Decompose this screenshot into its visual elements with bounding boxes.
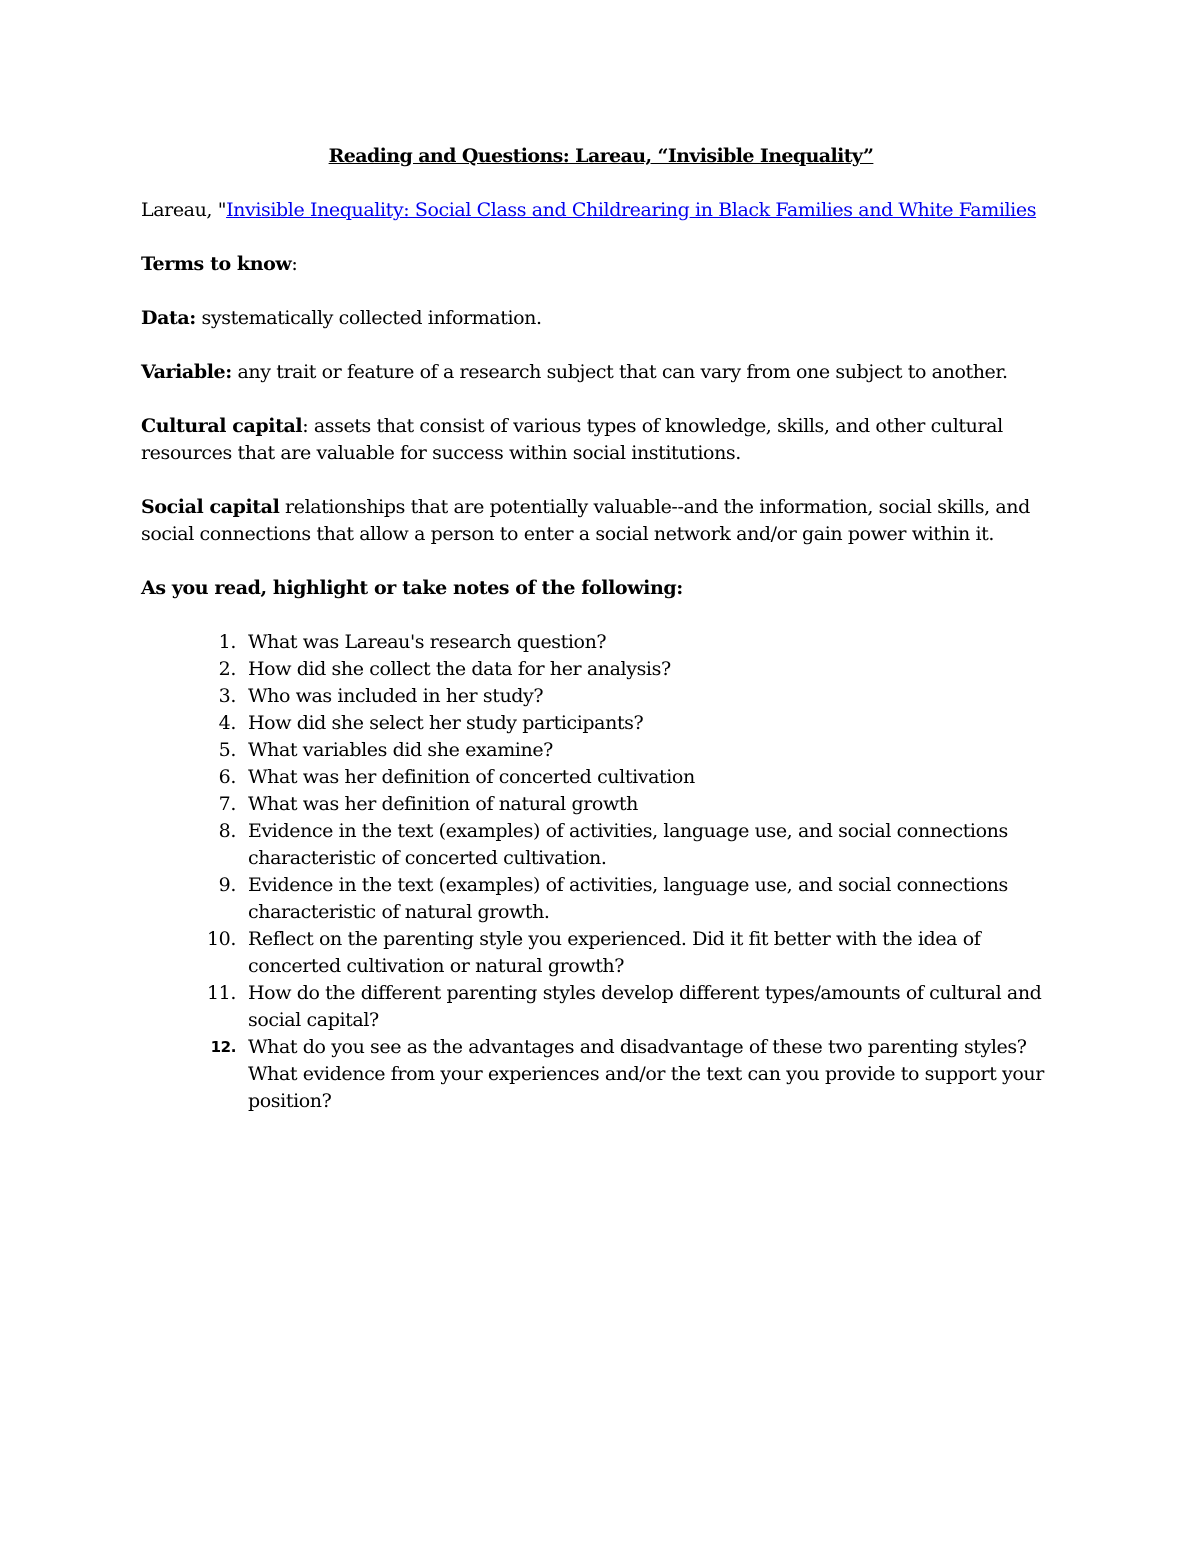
list-item [141,764,1061,791]
list-number: 6. [218,766,236,788]
term-label: Cultural capital [141,415,303,437]
term-variable [141,359,1061,386]
list-number: 1. [218,631,236,653]
list-item [141,872,1061,926]
list-number: 7. [218,793,236,815]
list-item [141,710,1061,737]
question-text: What was Lareau's research question? [248,631,607,653]
question-text: What variables did she examine? [248,739,553,761]
question-text: How do the different parenting styles develop different types/amounts of cultural and social capital? [248,982,1042,1031]
term-label: Variable: [141,361,232,383]
list-item [141,656,1061,683]
terms-heading [141,251,1061,278]
citation-prefix: Lareau, " [141,199,227,221]
question-text: What was her definition of concerted cultivation [248,766,695,788]
list-number: 9. [218,874,236,896]
list-number: 5. [218,739,236,761]
term-cultural-capital [141,413,1061,467]
question-text: How did she collect the data for her analysis? [248,658,671,680]
list-item [141,980,1061,1034]
term-label: Social capital [141,496,280,518]
question-list [141,629,1061,1115]
term-definition: systematically collected information. [195,307,542,329]
list-item [141,629,1061,656]
list-number: 2. [218,658,236,680]
term-definition: relationships that are potentially valuable--and the information, social skills, and social connections that allow a person to enter a social network and/or gain power within it. [141,496,1030,545]
document-body [141,143,1061,1115]
article-link[interactable]: Invisible Inequality: Social Class and Childrearing in Black Families and White Families [226,199,1037,221]
term-definition: : assets that consist of various types of knowledge, skills, and other cultural resources that are valuable for success within social institutions. [141,415,1003,464]
terms-heading-label: Terms to know [141,253,292,275]
list-item [141,683,1061,710]
list-number: 11. [206,982,236,1004]
list-item [141,926,1061,980]
question-text: What do you see as the advantages and disadvantage of these two parenting styles? What evidence from your experiences and/or the text can you provide to support your position? [248,1036,1044,1112]
question-text: Evidence in the text (examples) of activities, language use, and social connections characteristic of natural growth. [248,874,1008,923]
question-text: How did she select her study participants? [248,712,644,734]
term-definition: any trait or feature of a research subject that can vary from one subject to another. [231,361,1008,383]
list-item [141,791,1061,818]
list-number: 12. [210,1038,236,1056]
citation [141,197,1061,224]
question-text: Evidence in the text (examples) of activities, language use, and social connections characteristic of concerted cultivation. [248,820,1008,869]
list-item [141,1034,1061,1115]
term-data [141,305,1061,332]
question-text: Who was included in her study? [248,685,544,707]
document-title: Reading and Questions: Lareau, “Invisible Inequality” [328,145,874,167]
list-item [141,818,1061,872]
terms-heading-colon: : [291,253,298,275]
term-social-capital [141,494,1061,548]
question-text: What was her definition of natural growth [248,793,638,815]
term-label: Data: [141,307,196,329]
list-item [141,737,1061,764]
instructions-heading: As you read, highlight or take notes of the following: [141,577,683,599]
list-number: 3. [218,685,236,707]
list-number: 4. [218,712,236,734]
question-text: Reflect on the parenting style you experienced. Did it fit better with the idea of concerted cultivation or natural growth? [248,928,981,977]
list-number: 8. [218,820,236,842]
list-number: 10. [206,928,236,950]
